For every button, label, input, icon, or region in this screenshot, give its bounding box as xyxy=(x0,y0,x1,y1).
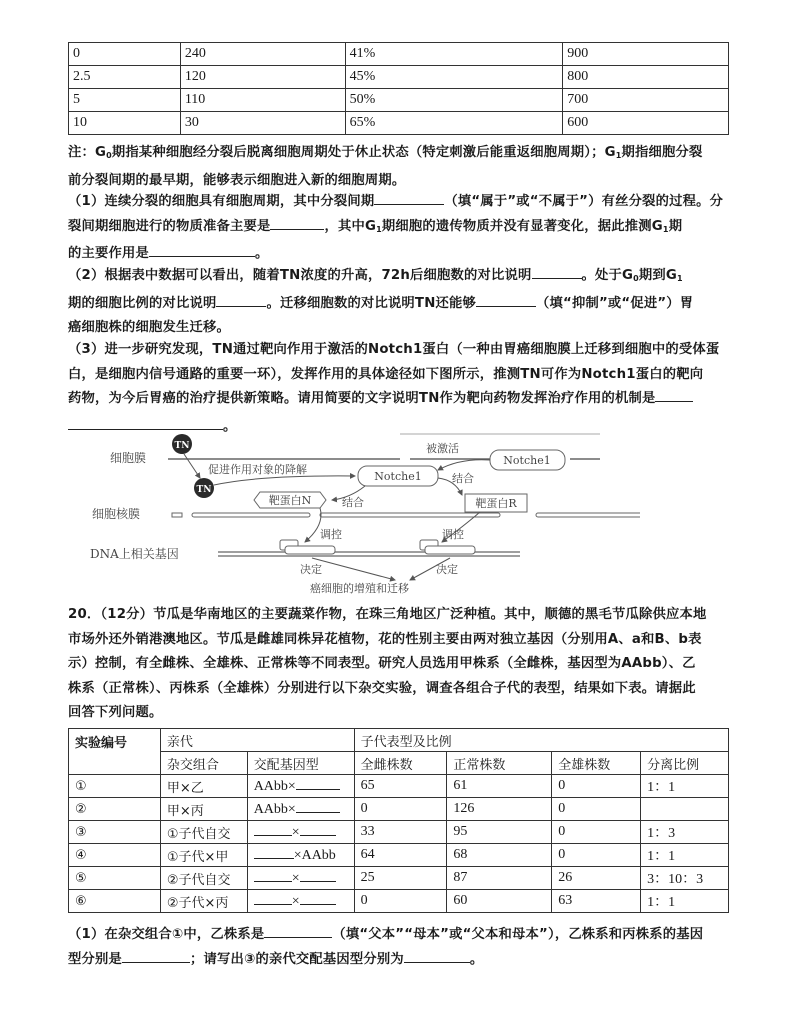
table-cell: 5 xyxy=(69,89,181,112)
header-genotype: 交配基因型 xyxy=(247,752,354,775)
table-cell: 45% xyxy=(345,66,563,89)
cell-cross: ①子代×甲 xyxy=(160,844,247,867)
cell-genotype: × xyxy=(247,890,354,913)
table-cell: 600 xyxy=(563,112,729,135)
answer-blank[interactable] xyxy=(476,292,536,307)
cell-normal: 68 xyxy=(447,844,552,867)
table-cell: 240 xyxy=(180,43,345,66)
table-cell: 0 xyxy=(69,43,181,66)
cell-id: ④ xyxy=(69,844,161,867)
cell-normal: 87 xyxy=(447,867,552,890)
table-header-row xyxy=(69,752,729,775)
notch1-inactive-label: Notche1 xyxy=(374,470,422,483)
label-regulate-n: 调控 xyxy=(320,528,342,541)
notch1-activated-label: Notche1 xyxy=(503,454,551,467)
answer-blank[interactable] xyxy=(149,242,255,257)
header-normal: 正常株数 xyxy=(447,752,552,775)
cross-experiment-table xyxy=(68,728,729,913)
question-20-stem: 20．（12分）节瓜是华南地区的主要蔬菜作物，在珠三角地区广泛种植。其中，顺德的黑毛节瓜除供应本地 市场外还外销港澳地区。节瓜是雌雄同株异花植物，花的性别主要由两对独立基因（分别用A、a和B、b表 示）控制，有全雌株、全雄株、正常株等不同表型。研究人员选用甲株系（全雌株，基因型为AAbb）、乙 株系（正常株）、丙株系（全雄株）分别进行以下杂交实验，调查各组合子代的表型，结果如下表。请据此 回答下列问题。 xyxy=(68,607,707,720)
arrow xyxy=(184,454,200,478)
cell-id: ⑤ xyxy=(69,867,161,890)
cell-cross: 甲×丙 xyxy=(160,798,247,821)
note-line-2: 前分裂间期的最早期，能够表示细胞进入新的细胞周期。 xyxy=(68,172,406,188)
target-protein-n-label: 靶蛋白N xyxy=(268,494,312,507)
answer-blank[interactable] xyxy=(300,823,336,836)
table-note xyxy=(68,141,733,193)
label-bind-n: 结合 xyxy=(342,496,364,509)
label-regulate-r: 调控 xyxy=(442,528,464,541)
label-promote-degradation: 促进作用对象的降解 xyxy=(208,463,307,476)
cell-normal: 126 xyxy=(447,798,552,821)
label-decide-1: 决定 xyxy=(300,563,322,576)
nuclear-membrane-segment xyxy=(192,513,310,517)
table-cell: 700 xyxy=(563,89,729,112)
table-row xyxy=(69,798,729,821)
tn-label-inner: TN xyxy=(196,485,212,495)
cell-cross: ②子代×丙 xyxy=(160,890,247,913)
answer-blank[interactable] xyxy=(264,923,332,938)
cell-ratio: 1：3 xyxy=(641,821,729,844)
table-cell: 900 xyxy=(563,43,729,66)
answer-blank[interactable] xyxy=(532,264,582,279)
cell-male: 26 xyxy=(552,867,641,890)
cell-genotype: AAbb× xyxy=(247,798,354,821)
answer-blank[interactable] xyxy=(404,948,470,963)
label-nuclear-membrane: 细胞核膜 xyxy=(92,507,141,521)
answer-blank[interactable] xyxy=(122,948,190,963)
nuclear-membrane-segment xyxy=(536,513,640,517)
label-outcome: 癌细胞的增殖和迁移 xyxy=(310,582,409,595)
header-cross: 杂交组合 xyxy=(160,752,247,775)
table-cell: 800 xyxy=(563,66,729,89)
cell-female: 65 xyxy=(354,775,447,798)
cell-genotype: × xyxy=(247,821,354,844)
cell-female: 0 xyxy=(354,798,447,821)
question-20-1: （1）在杂交组合①中，乙株系是 （填“父本”“母本”或“父本和母本”），乙株系和丙株系的基因 型分别是 ；请写出③的亲代交配基因型分别为 。 xyxy=(68,923,733,972)
cell-cross: ②子代自交 xyxy=(160,867,247,890)
table-row xyxy=(69,821,729,844)
cell-genotype: AAbb× xyxy=(247,775,354,798)
cell-ratio xyxy=(641,798,729,821)
answer-blank[interactable] xyxy=(374,190,444,205)
table-row xyxy=(69,775,729,798)
answer-blank[interactable] xyxy=(296,777,340,790)
answer-blank[interactable] xyxy=(655,387,693,402)
arrow xyxy=(214,476,355,485)
cell-male: 0 xyxy=(552,798,641,821)
answer-blank[interactable] xyxy=(216,292,266,307)
cell-id: ② xyxy=(69,798,161,821)
cell-male: 0 xyxy=(552,844,641,867)
cell-ratio: 1：1 xyxy=(641,844,729,867)
header-female: 全雌株数 xyxy=(354,752,447,775)
table-cell: 120 xyxy=(180,66,345,89)
notch1-pathway-diagram xyxy=(80,430,640,595)
answer-blank[interactable] xyxy=(68,415,223,430)
table-row xyxy=(69,112,729,135)
cell-normal: 61 xyxy=(447,775,552,798)
question-19-3: （3）进一步研究发现，TN通过靶向作用于激活的Notch1蛋白（一种由胃癌细胞膜上迁移到细胞中的受体蛋 白，是细胞内信号通路的重要一环），发挥作用的具体途径如下图所示，推测TN可作为Notch1蛋白的靶向 药物，为今后胃癌的治疗提供新策略。请用简要的文字说明TN作为靶向药物发挥治疗作用的机制是 。 xyxy=(68,342,720,434)
cell-id: ① xyxy=(69,775,161,798)
cell-male: 0 xyxy=(552,821,641,844)
answer-blank[interactable] xyxy=(270,215,324,230)
label-bind-r: 结合 xyxy=(452,472,474,485)
cell-cross: 甲×乙 xyxy=(160,775,247,798)
cell-male: 63 xyxy=(552,890,641,913)
header-experiment-id: 实验编号 xyxy=(69,729,161,775)
table-row xyxy=(69,43,729,66)
header-male: 全雄株数 xyxy=(552,752,641,775)
cell-ratio: 1：1 xyxy=(641,775,729,798)
cell-ratio: 3：10：3 xyxy=(641,867,729,890)
nuclear-membrane-segment xyxy=(320,513,500,517)
table-cell: 2.5 xyxy=(69,66,181,89)
cell-ratio: 1：1 xyxy=(641,890,729,913)
table-row xyxy=(69,66,729,89)
header-parent: 亲代 xyxy=(160,729,354,752)
cell-normal: 95 xyxy=(447,821,552,844)
answer-blank[interactable] xyxy=(254,892,292,905)
answer-blank[interactable] xyxy=(254,869,292,882)
table-row xyxy=(69,867,729,890)
table-cell: 65% xyxy=(345,112,563,135)
table-row xyxy=(69,890,729,913)
cell-id: ③ xyxy=(69,821,161,844)
tn-data-table xyxy=(68,42,729,135)
table-cell: 50% xyxy=(345,89,563,112)
table-cell: 10 xyxy=(69,112,181,135)
cell-genotype: × xyxy=(247,867,354,890)
tn-label-outer: TN xyxy=(174,441,190,451)
cell-cross: ①子代自交 xyxy=(160,821,247,844)
table-row xyxy=(69,844,729,867)
header-offspring: 子代表型及比例 xyxy=(354,729,728,752)
answer-blank[interactable] xyxy=(300,869,336,882)
note-line-1: 注：$G_0$期指某种细胞经分裂后脱离细胞周期处于休止状态（特定刺激后能重返细胞周期）；$G_1$期指细胞分裂 xyxy=(68,145,703,160)
cell-male: 0 xyxy=(552,775,641,798)
table-cell: 41% xyxy=(345,43,563,66)
label-dna-genes: DNA上相关基因 xyxy=(90,547,179,561)
question-19-2: （2）根据表中数据可以看出，随着TN浓度的升高，72h后细胞数的对比说明 。处于$G_0$期到$G_1$ 期的细胞比例的对比说明 。迁移细胞数的对比说明TN还能够 （填“抑制”或“促进”）胃 癌细胞株的细胞发生迁移。 xyxy=(68,264,733,341)
answer-blank[interactable] xyxy=(254,846,294,859)
table-cell: 30 xyxy=(180,112,345,135)
cell-id: ⑥ xyxy=(69,890,161,913)
answer-blank[interactable] xyxy=(254,823,292,836)
target-protein-r-label: 靶蛋白R xyxy=(475,497,517,510)
label-cell-membrane: 细胞膜 xyxy=(110,451,147,465)
cell-female: 25 xyxy=(354,867,447,890)
question-19-1: （1）连续分裂的细胞具有细胞周期，其中分裂间期 （填“属于”或“不属于”）有丝分裂的过程。分 裂间期细胞进行的物质准备主要是 ，其中$G_1$期细胞的遗传物质并没有显著变化，据此推测$G_1$期 的主要作用是 。 xyxy=(68,190,733,267)
cell-female: 33 xyxy=(354,821,447,844)
cell-normal: 60 xyxy=(447,890,552,913)
header-ratio: 分离比例 xyxy=(641,752,729,775)
table-cell: 110 xyxy=(180,89,345,112)
cell-female: 64 xyxy=(354,844,447,867)
cell-female: 0 xyxy=(354,890,447,913)
table-header-row xyxy=(69,729,729,752)
table-row xyxy=(69,89,729,112)
label-activated: 被激活 xyxy=(426,442,459,455)
cell-genotype: ×AAbb xyxy=(247,844,354,867)
label-decide-2: 决定 xyxy=(436,563,458,576)
answer-blank[interactable] xyxy=(300,892,336,905)
answer-blank[interactable] xyxy=(296,800,340,813)
